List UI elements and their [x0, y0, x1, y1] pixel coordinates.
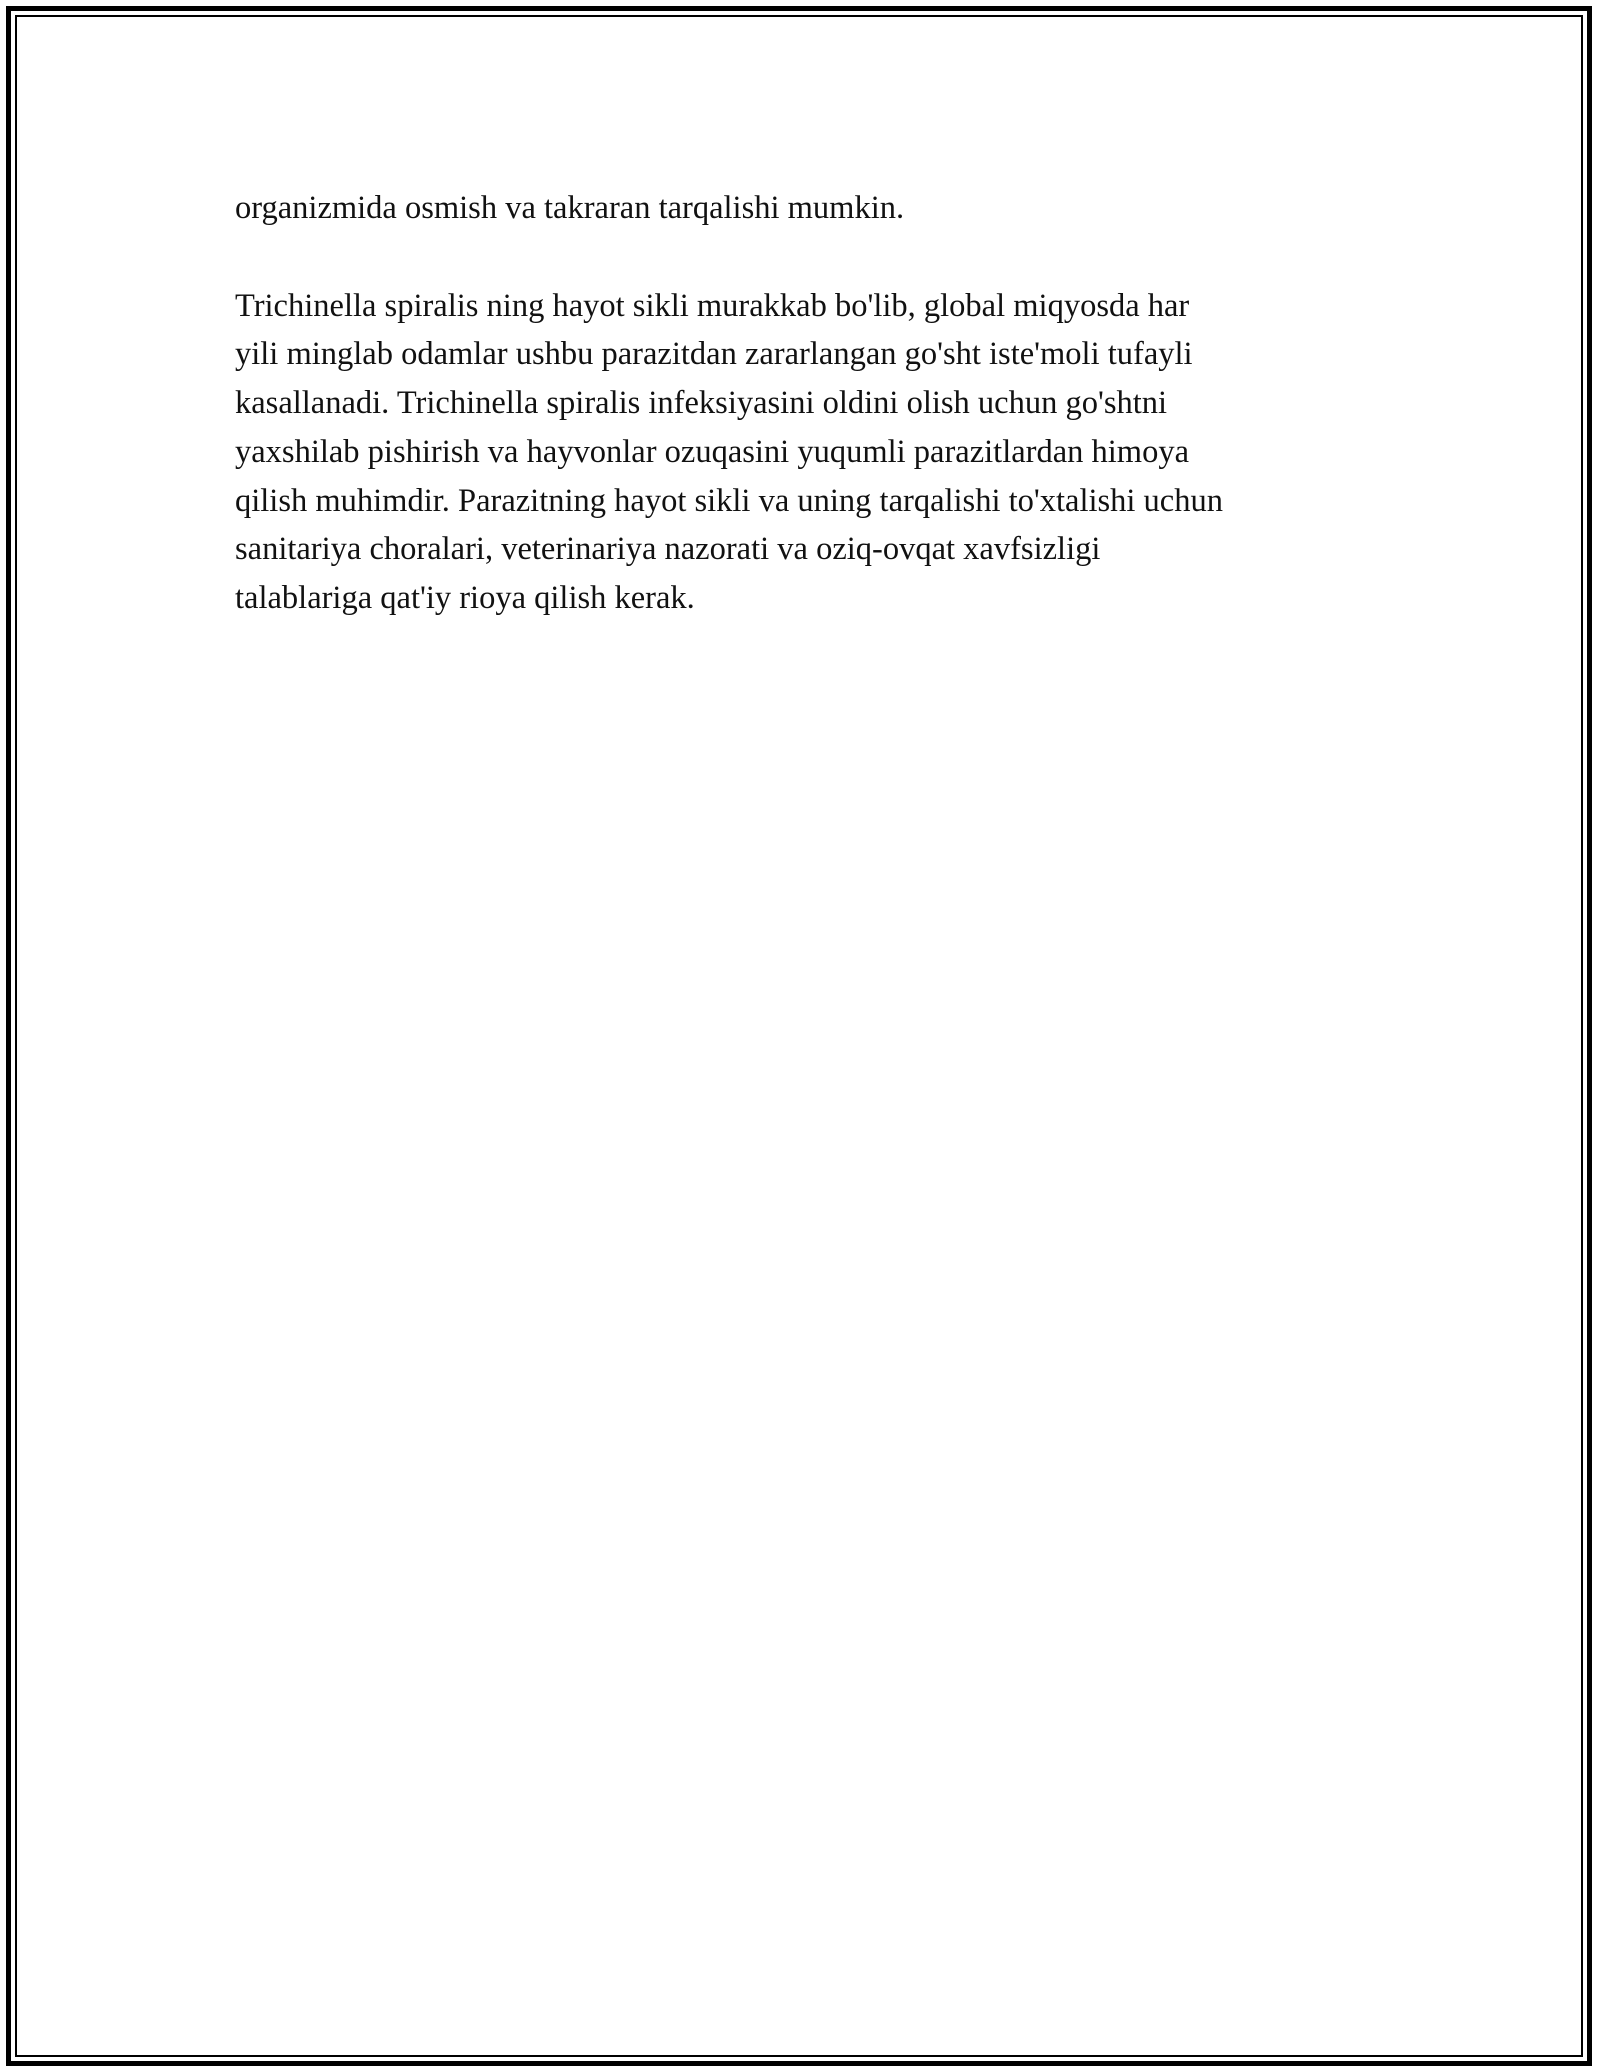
- text-line: organizmida osmish va takraran tarqalishi mumkin.: [235, 190, 905, 226]
- text-line: yaxshilab pishirish va hayvonlar ozuqasini yuqumli parazitlardan himoya: [235, 433, 1190, 470]
- paragraph-spacer: [235, 233, 1365, 282]
- document-body: [235, 184, 1365, 623]
- text-line: sanitariya choralari, veterinariya nazorati va oziq-ovqat xavfsizligi: [235, 531, 1101, 568]
- text-line: Trichinella spiralis ning hayot sikli murakkab bo'lib, global miqyosda har: [235, 287, 1190, 324]
- text-line: talablariga qat'iy rioya qilish kerak.: [235, 579, 695, 616]
- text-line: kasallanadi. Trichinella spiralis infeksiyasini oldini olish uchun go'shtni: [235, 385, 1168, 422]
- text-line: qilish muhimdir. Parazitning hayot sikli va uning tarqalishi to'xtalishi uchun: [235, 482, 1223, 519]
- text-line: yili minglab odamlar ushbu parazitdan zararlangan go'sht iste'moli tufayli: [235, 336, 1193, 373]
- paragraph-trichinella-lifecycle: [235, 282, 1365, 623]
- paragraph-continuation: [235, 184, 1365, 233]
